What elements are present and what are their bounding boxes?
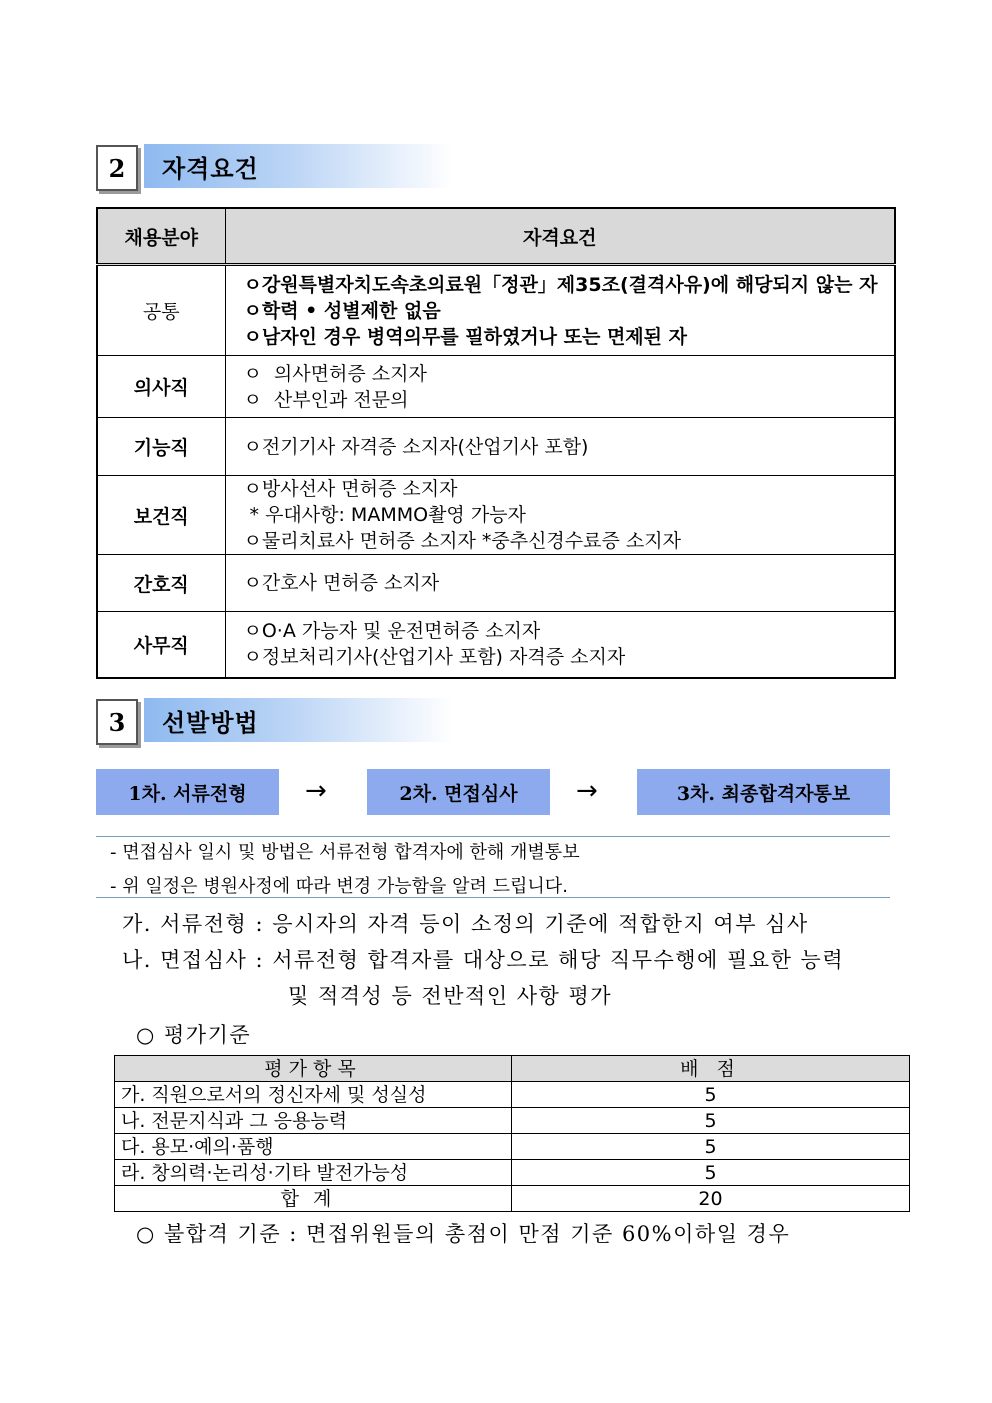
req-line: ㅇ간호사 면허증 소지자 — [243, 572, 440, 594]
divider — [96, 897, 890, 898]
req-line: ㅇ남자인 경우 병역의무를 필하였거나 또는 면제된 자 — [243, 325, 687, 348]
eval-header-item: 평가항목 — [115, 1056, 512, 1082]
req-line: ㅇ 산부인과 전문의 — [243, 388, 409, 411]
requirements-common — [225, 265, 895, 356]
section-3-number: 3 — [96, 699, 138, 745]
row-nursing — [97, 555, 895, 612]
eval-row — [115, 1108, 910, 1134]
category-common: 공통 — [97, 265, 225, 356]
para-document-screening: 가. 서류전형 : 응시자의 자격 등이 소정의 기준에 적합한지 여부 심사 — [122, 912, 809, 936]
requirements-technical — [225, 418, 895, 476]
category-technical: 기능직 — [97, 418, 225, 476]
process-step-3: 3차. 최종합격자통보 — [637, 769, 890, 815]
qualification-header-row — [97, 208, 895, 265]
eval-row — [115, 1134, 910, 1160]
arrow-icon: → — [576, 776, 598, 806]
eval-score: 5 — [512, 1160, 910, 1186]
row-health — [97, 476, 895, 555]
qualification-table — [96, 207, 896, 679]
row-common — [97, 265, 895, 356]
category-office: 사무직 — [97, 612, 225, 678]
eval-item: 나. 전문지식과 그 응용능력 — [115, 1108, 512, 1134]
header-category: 채용분야 — [97, 208, 225, 265]
requirements-nursing — [225, 555, 895, 612]
req-line: ㅇO·A 가능자 및 운전면허증 소지자 — [243, 620, 541, 643]
eval-score: 5 — [512, 1134, 910, 1160]
arrow-icon: → — [305, 776, 327, 806]
row-office — [97, 612, 895, 678]
category-health: 보건직 — [97, 476, 225, 555]
eval-header-score: 배 점 — [512, 1056, 910, 1082]
category-nursing: 간호직 — [97, 555, 225, 612]
note-interview: - 면접심사 일시 및 방법은 서류전형 합격자에 한해 개별통보 — [110, 842, 580, 863]
req-line: ㅇ전기기사 자격증 소지자(산업기사 포함) — [243, 435, 589, 458]
category-doctor: 의사직 — [97, 356, 225, 418]
req-line: ㅇ방사선사 면허증 소지자 — [243, 478, 458, 500]
criteria-label: ○ 평가기준 — [136, 1023, 252, 1047]
eval-header-row — [115, 1056, 910, 1082]
req-line: ㅇ 의사면허증 소지자 — [243, 362, 427, 385]
eval-row — [115, 1082, 910, 1108]
eval-score: 5 — [512, 1082, 910, 1108]
para-interview: 나. 면접심사 : 서류전형 합격자를 대상으로 해당 직무수행에 필요한 능력 — [122, 948, 845, 972]
req-line: ㅇ정보처리기사(산업기사 포함) 자격증 소지자 — [243, 646, 626, 669]
eval-item: 가. 직원으로서의 정신자세 및 성실성 — [115, 1082, 512, 1108]
section-2-title: 자격요건 — [144, 144, 454, 188]
section-3-title: 선발방법 — [144, 698, 454, 742]
req-line: ㅇ강원특별자치도속초의료원「정관」제35조(결격사유)에 해당되지 않는 자 — [243, 273, 878, 296]
para-interview-cont: 및 적격성 등 전반적인 사항 평가 — [288, 984, 613, 1008]
header-requirements: 자격요건 — [225, 208, 895, 265]
evaluation-table — [114, 1055, 910, 1212]
req-line: * 우대사항: MAMMO촬영 가능자 — [243, 504, 526, 526]
eval-item: 다. 용모·예의·품행 — [115, 1134, 512, 1160]
eval-item: 라. 창의력·논리성·기타 발전가능성 — [115, 1160, 512, 1186]
eval-row — [115, 1160, 910, 1186]
row-doctor — [97, 356, 895, 418]
eval-total-row — [115, 1186, 910, 1212]
requirements-doctor — [225, 356, 895, 418]
process-step-1: 1차. 서류전형 — [96, 769, 279, 815]
req-line: ㅇ물리치료사 면허증 소지자 *중추신경수료증 소지자 — [243, 530, 681, 552]
requirements-health — [225, 476, 895, 555]
eval-total-score: 20 — [512, 1186, 910, 1212]
eval-score: 5 — [512, 1108, 910, 1134]
eval-total-label: 합계 — [115, 1186, 512, 1212]
requirements-office — [225, 612, 895, 678]
fail-criteria: ○ 불합격 기준 : 면접위원들의 총점이 만점 기준 60%이하일 경우 — [136, 1222, 791, 1246]
divider — [96, 836, 890, 837]
req-line: ㅇ학력 • 성별제한 없음 — [243, 299, 441, 322]
process-step-2: 2차. 면접심사 — [367, 769, 550, 815]
note-schedule: - 위 일정은 병원사정에 따라 변경 가능함을 알려 드립니다. — [110, 876, 568, 897]
section-2-number: 2 — [96, 145, 138, 191]
row-technical — [97, 418, 895, 476]
